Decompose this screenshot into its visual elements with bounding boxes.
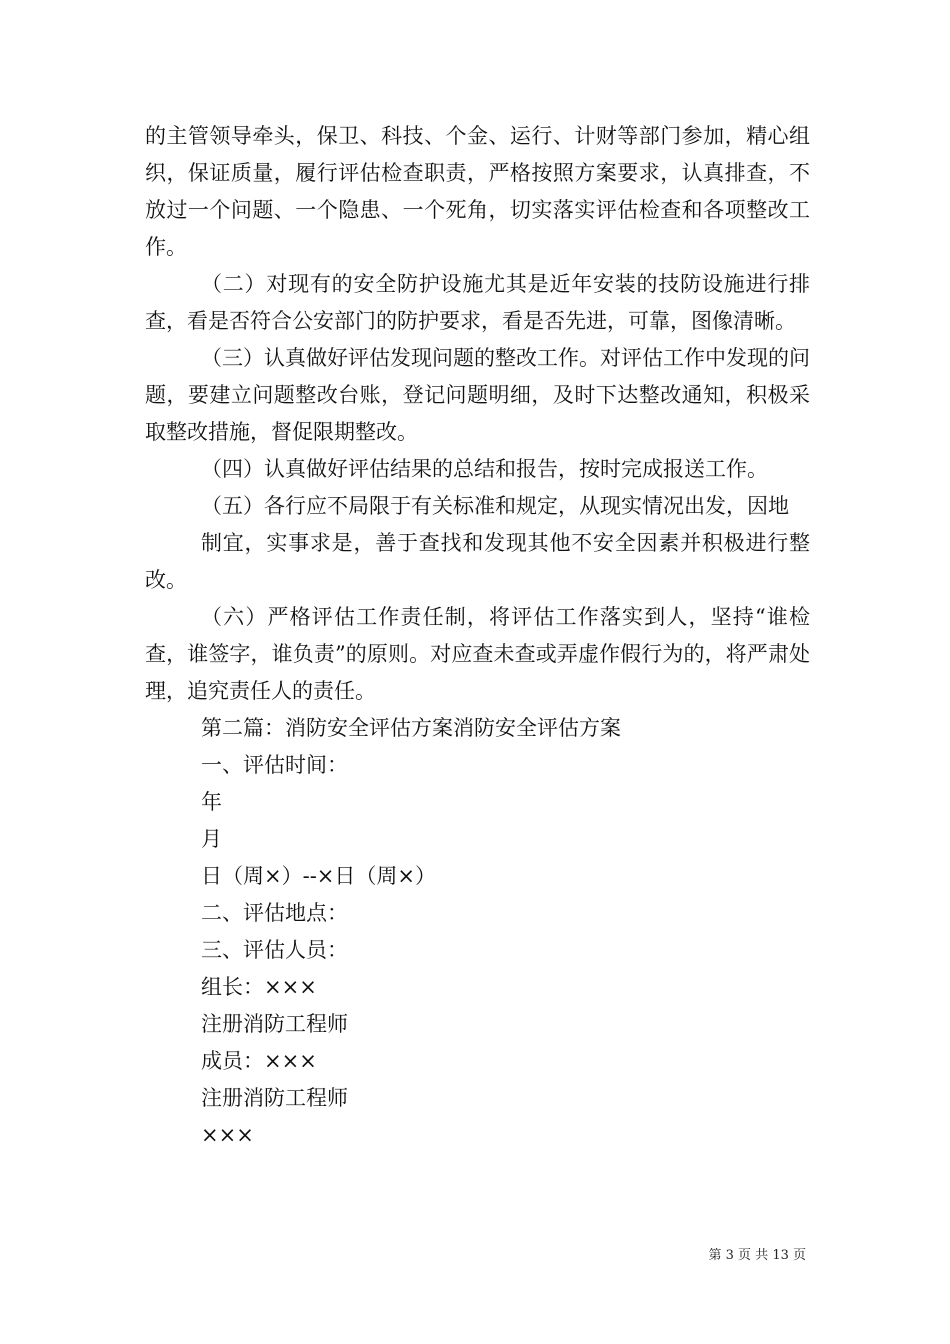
line-year: 年 bbox=[201, 790, 222, 814]
line-month: 月 bbox=[201, 827, 222, 851]
line-member-title: 注册消防工程师 bbox=[201, 1086, 348, 1110]
heading-evaluation-time: 一、评估时间： bbox=[201, 753, 348, 777]
paragraph-intro: 的主管领导牵头，保卫、科技、个金、运行、计财等部门参加，精心组织，保证质量，履行评估检查职责，严格按照方案要求，认真排查，不放过一个问题、一个隐患、一个死角，切实落实评估检查和各项整改工作。 bbox=[145, 124, 810, 259]
paragraph-item-4: （四）认真做好评估结果的总结和报告，按时完成报送工作。 bbox=[201, 457, 768, 481]
line-team-leader: 组长：××× bbox=[201, 975, 317, 999]
heading-evaluation-staff: 三、评估人员： bbox=[201, 938, 348, 962]
section-title-part-two: 第二篇：消防安全评估方案消防安全评估方案 bbox=[201, 716, 621, 740]
paragraph-item-5-continued: 制宜，实事求是，善于查找和发现其他不安全因素并积极进行整改。 bbox=[145, 531, 810, 592]
line-members: 成员：××× bbox=[201, 1049, 317, 1073]
paragraph-item-5: （五）各行应不局限于有关标准和规定，从现实情况出发，因地 bbox=[201, 494, 789, 518]
line-day-range: 日（周×）--×日（周×） bbox=[201, 864, 436, 888]
page-number-footer: 第 3 页 共 13 页 bbox=[708, 1248, 806, 1263]
line-leader-title: 注册消防工程师 bbox=[201, 1012, 348, 1036]
paragraph-item-6: （六）严格评估工作责任制，将评估工作落实到人，坚持“谁检查，谁签字，谁负责”的原则。对应查未查或弄虚作假行为的，将严肃处理，追究责任人的责任。 bbox=[145, 605, 810, 703]
paragraph-item-3: （三）认真做好评估发现问题的整改工作。对评估工作中发现的问题，要建立问题整改台账，登记问题明细，及时下达整改通知，积极采取整改措施，督促限期整改。 bbox=[145, 346, 810, 444]
body-text bbox=[145, 118, 810, 1154]
paragraph-item-2: （二）对现有的安全防护设施尤其是近年安装的技防设施进行排查，看是否符合公安部门的防护要求，看是否先进，可靠，图像清晰。 bbox=[145, 272, 810, 333]
heading-evaluation-location: 二、评估地点： bbox=[201, 901, 348, 925]
line-member-name: ××× bbox=[201, 1123, 254, 1147]
